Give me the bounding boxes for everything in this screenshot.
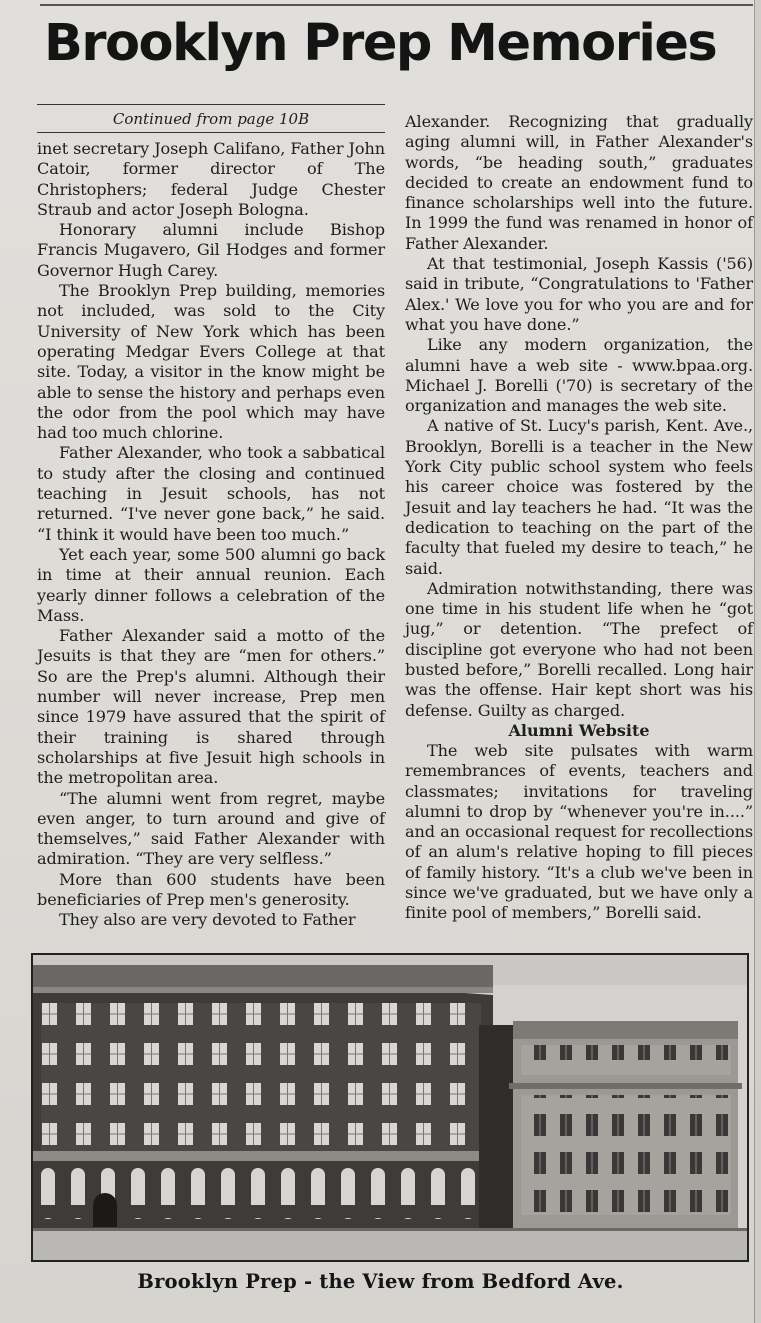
paragraph: Yet each year, some 500 alumni go back in time at their annual reunion. Each yearly dinner follows a celebration of the Mass. — [37, 544, 385, 625]
paragraph: At that testimonial, Joseph Kassis ('56) said in tribute, “Congratulations to 'Father Alex.' We love you for who you are and for what you have done.” — [405, 254, 753, 334]
paragraph: Honorary alumni include Bishop Francis Mugavero, Gil Hodges and former Governor Hugh Carey. — [37, 220, 385, 280]
paragraph: Like any modern organization, the alumni have a web site - www.bpaa.org. Michael J. Borelli ('70) is secretary of the organization and manages the web site. — [405, 335, 753, 416]
left-column — [37, 104, 385, 931]
headline: Brooklyn Prep Memories — [44, 14, 717, 73]
paragraph: Alexander. Recognizing that gradually aging alumni will, in Father Alexander's words, “be heading south,” graduates decided to create an endowment fund to finance scholarships well into the future. In 1999 the fund was renamed in honor of Father Alexander. — [405, 112, 753, 253]
paragraph: Admiration notwithstanding, there was one time in his student life when he “got jug,” or detention. “The prefect of discipline got everyone who had not been busted before,” Borelli recalled. Long hair was the offense. Hair kept short was his defense. Guilty as charged. — [405, 578, 753, 720]
paragraph: They also are very devoted to Father — [59, 910, 356, 930]
paragraph: More than 600 students have been beneficiaries of Prep men's generosity. — [37, 869, 385, 909]
paragraph: Father Alexander, who took a sabbatical to study after the closing and continued teaching in Jesuit schools, has not returned. “I've never gone back,” he said. “I think it would have been too much.” — [37, 443, 385, 544]
top-rule — [40, 4, 753, 6]
continued-label: Continued from page 10B — [37, 104, 385, 133]
building-photo-icon — [33, 955, 747, 1260]
paragraph: A native of St. Lucy's parish, Kent. Ave., Brooklyn, Borelli is a teacher in the New York City public school system who feels his career choice was fostered by the Jesuit and lay teachers he had. “It was the dedication to teaching on the part of the faculty that fueled my desire to teach,” he said. — [405, 416, 753, 578]
paragraph: The web site pulsates with warm remembrances of events, teachers and classmates; invitations for traveling alumni to drop by “whenever you're in....” and an occasional request for recollections of an alum's relative hoping to fill pieces of family history. “It's a club we've been in since we've graduated, but we have only a finite pool of members,” Borelli said. — [405, 740, 753, 923]
paragraph: Father Alexander said a motto of the Jesuits is that they are “men for others.” So are the Prep's alumni. Although their number will never increase, Prep men since 1979 have assured that the spirit of their training is shared through scholarships at five Jesuit high schools in the metropolitan area. — [37, 626, 385, 788]
page-edge — [754, 0, 761, 1323]
photo-caption: Brooklyn Prep - the View from Bedford Ave. — [137, 1270, 624, 1293]
subhead: Alumni Website — [508, 720, 650, 740]
paragraph: “The alumni went from regret, maybe even anger, to turn around and give of themselves,” said Father Alexander with admiration. “They are very selfless.” — [37, 788, 385, 869]
paragraph: The Brooklyn Prep building, memories not included, was sold to the City University of New York which has been operating Medgar Evers College at that site. Today, a visitor in the know might be able to sense the history and perhaps even the odor from the pool which may have had too much chlorine. — [37, 281, 385, 443]
right-column — [405, 112, 753, 924]
building-photo — [31, 953, 749, 1262]
paragraph: inet secretary Joseph Califano, Father John Catoir, former director of The Christophers; federal Judge Chester Straub and actor Joseph Bologna. — [37, 139, 385, 219]
